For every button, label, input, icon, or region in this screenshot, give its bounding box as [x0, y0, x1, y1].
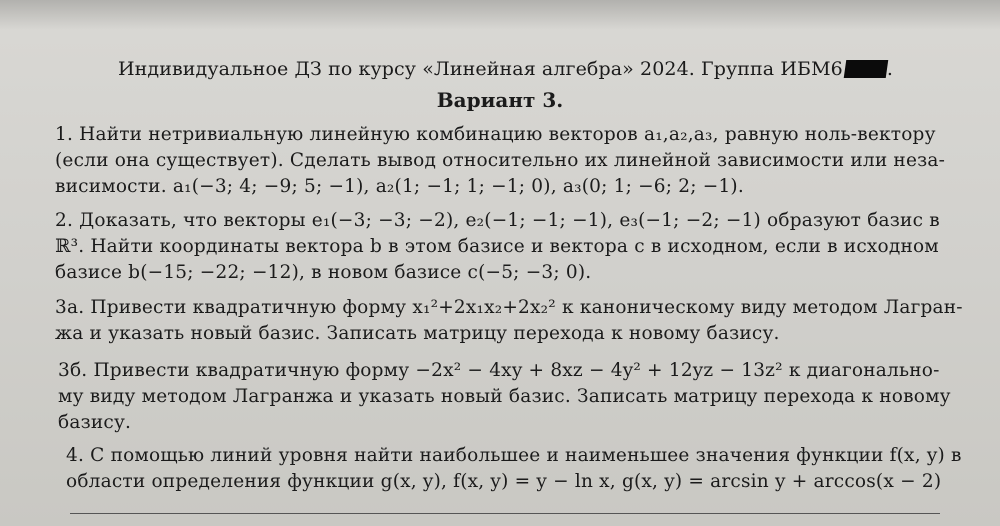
header-title: Индивидуальное ДЗ по курсу «Линейная алгебра» 2024. Группа ИБМ6 [118, 58, 843, 80]
variant-title: Вариант 3. [436, 88, 564, 112]
task-1-line-1: 1. Найти нетривиальную линейную комбинацию векторов a₁,a₂,a₃, равную ноль-вектору [55, 124, 936, 145]
task-3b-line-2: му виду методом Лагранжа и указать новый базис. Записать матрицу перехода к новому [58, 386, 951, 407]
page-shadow [0, 0, 1000, 30]
task-3a [55, 295, 963, 347]
task-3a-line-2: жа и указать новый базис. Записать матрицу перехода к новому базису. [55, 323, 780, 344]
task-1-line-3: висимости. a₁(−3; 4; −9; 5; −1), a₂(1; −1; 1; −1; 0), a₃(0; 1; −6; 2; −1). [55, 176, 744, 197]
document-header: Индивидуальное ДЗ по курсу «Линейная алгебра» 2024. Группа ИБМ6 . [118, 58, 893, 80]
task-3b-line-1: 3б. Привести квадратичную форму −2x² − 4xy + 8xz − 4y² + 12yz − 13z² к диагонально- [58, 360, 940, 381]
task-1 [55, 122, 945, 200]
task-4-line-1: 4. С помощью линий уровня найти наибольшее и наименьшее значения функции f(x, y) в [66, 445, 962, 466]
task-4-line-2: области определения функции g(x, y), f(x, y) = y − ln x, g(x, y) = arcsin y + arccos(x − 2) [66, 471, 942, 492]
task-2-line-3: базисе b(−15; −22; −12), в новом базисе c(−5; −3; 0). [55, 262, 592, 283]
task-2-line-2: ℝ³. Найти координаты вектора b в этом базисе и вектора c в исходном, если в исходном [55, 236, 939, 257]
task-1-line-2: (если она существует). Сделать вывод относительно их линейной зависимости или неза- [55, 150, 946, 171]
task-2 [55, 208, 940, 286]
bottom-divider [70, 513, 940, 514]
task-3a-line-1: 3а. Привести квадратичную форму x₁²+2x₁x₂+2x₂² к каноническому виду методом Лагран- [55, 297, 963, 318]
redaction-mark [844, 60, 889, 78]
task-3b [58, 358, 951, 436]
task-3b-line-3: базису. [58, 412, 132, 433]
task-2-line-1: 2. Доказать, что векторы e₁(−3; −3; −2), e₂(−1; −1; −1), e₃(−1; −2; −1) образуют базис в [55, 210, 940, 231]
task-4 [66, 443, 962, 495]
